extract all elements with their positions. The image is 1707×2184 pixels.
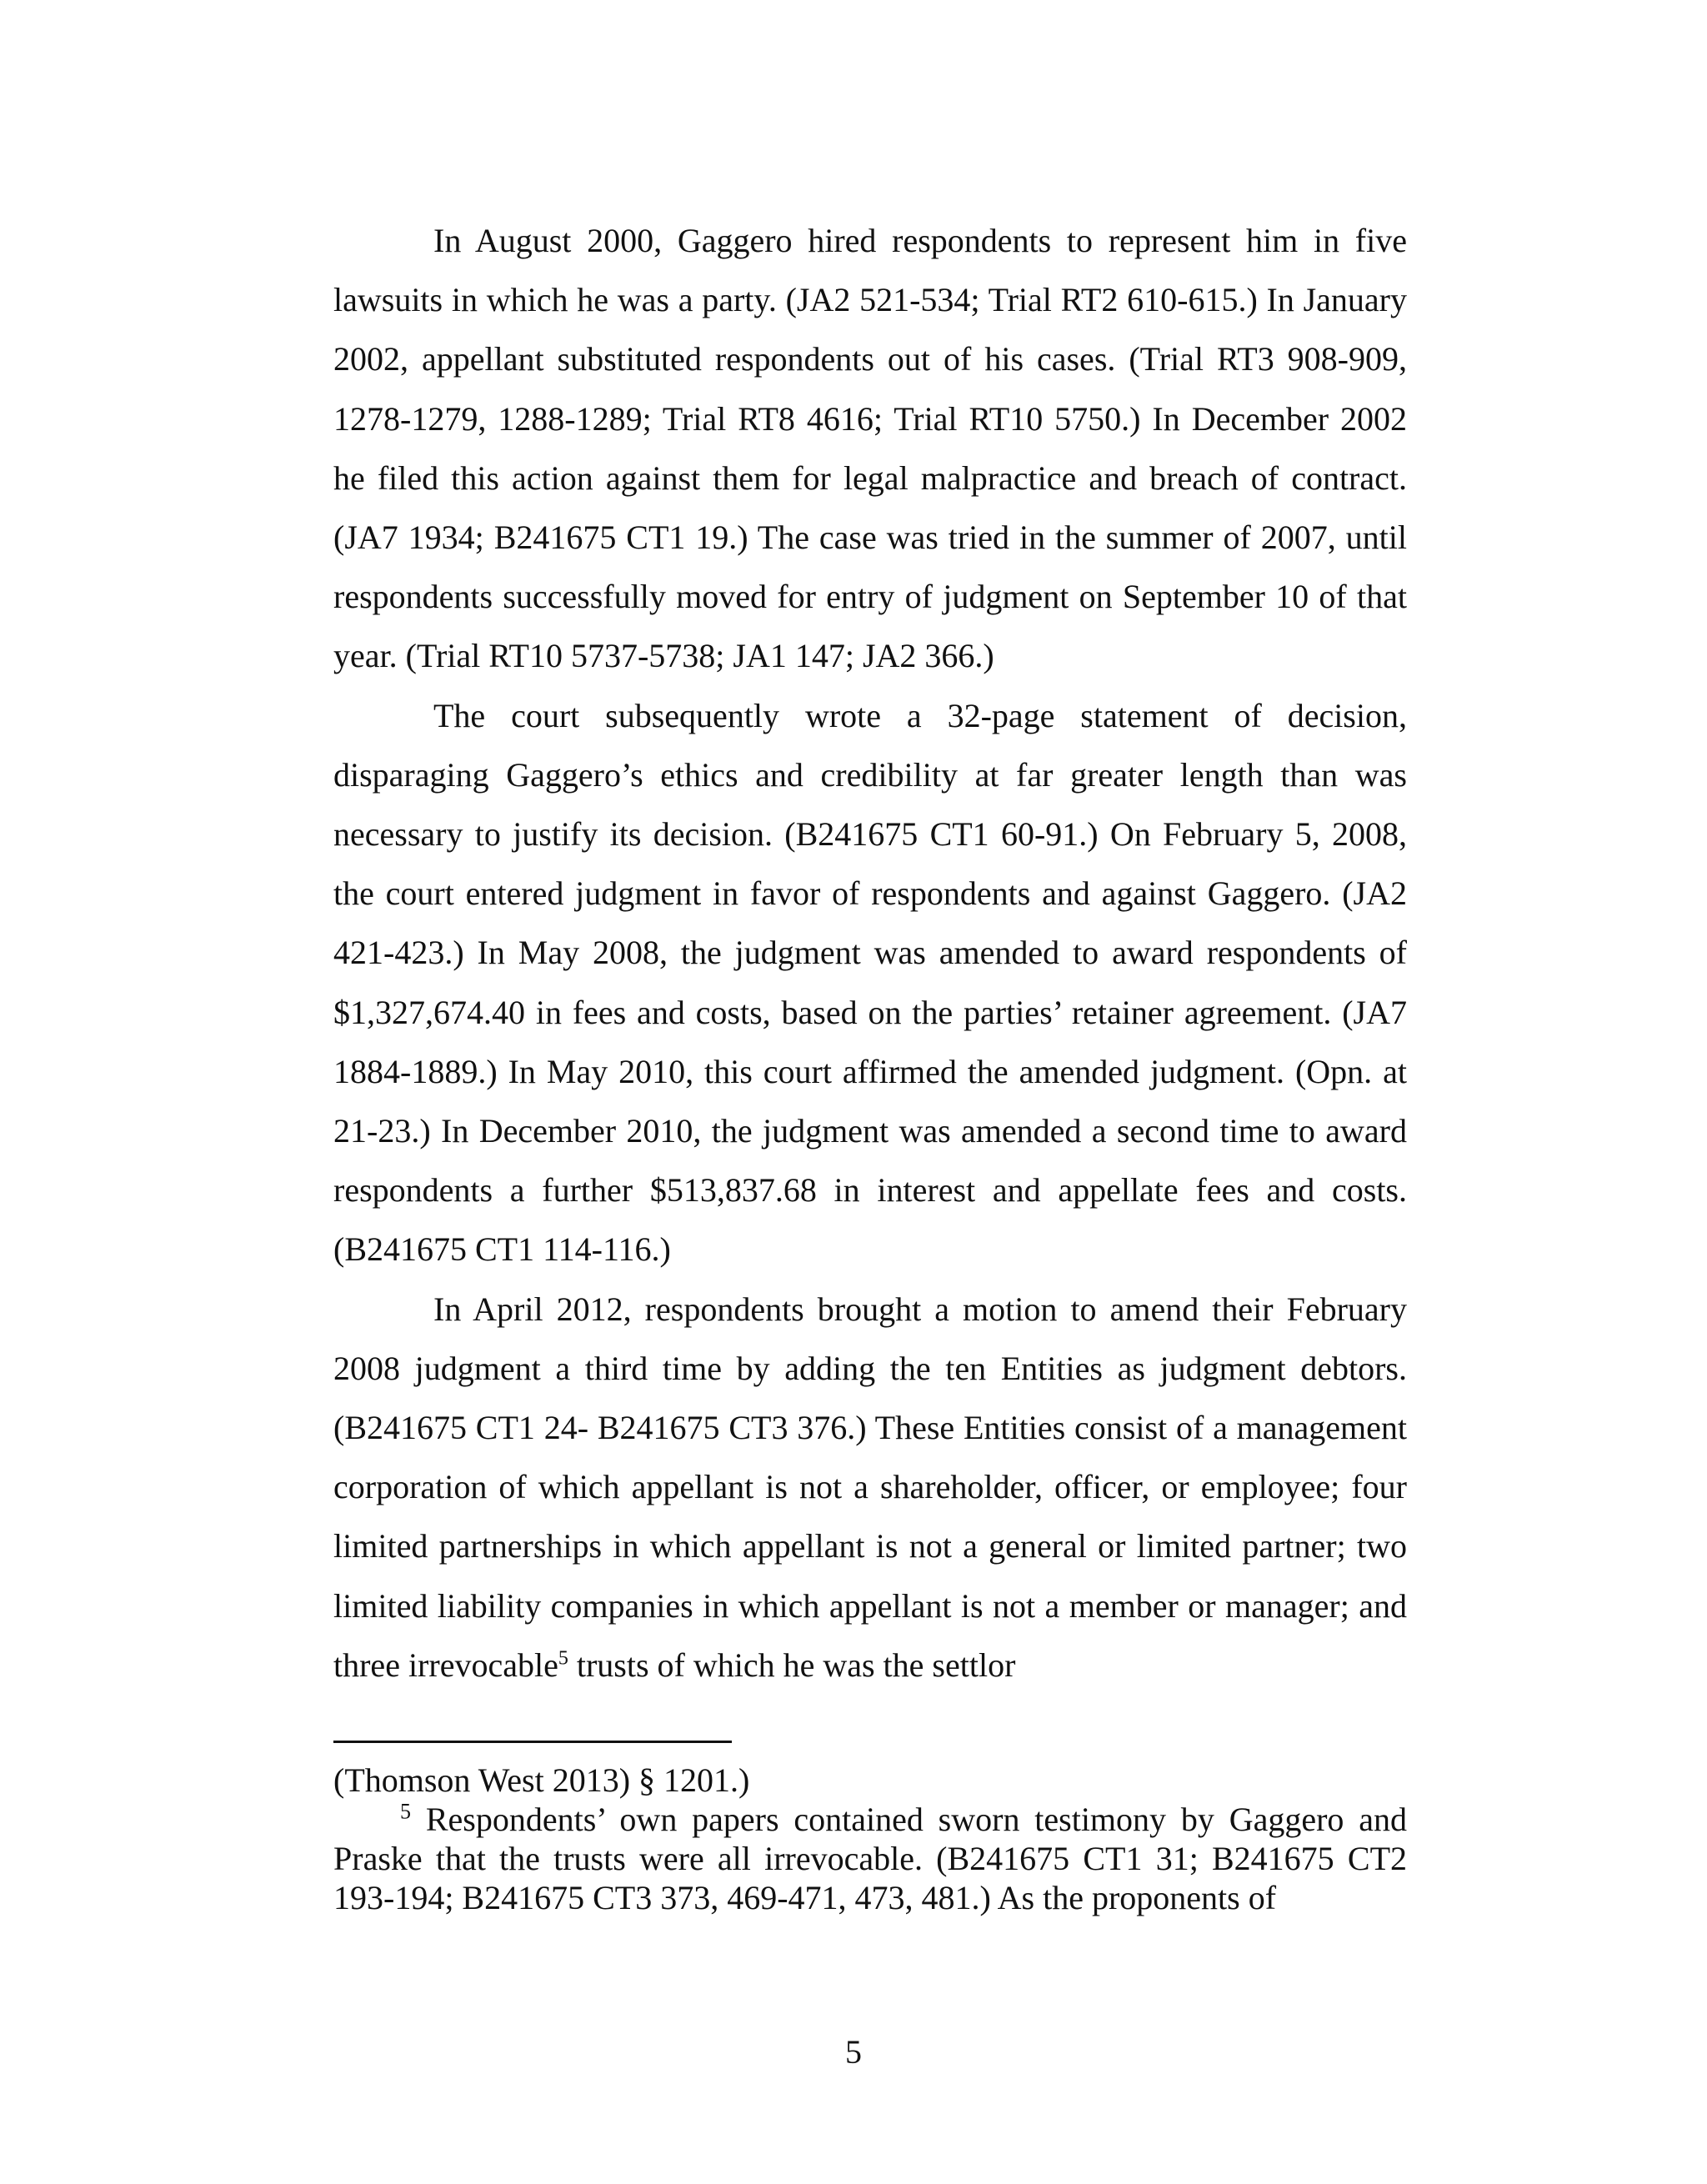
footnote-separator [333, 1741, 732, 1743]
footnotes [333, 1761, 1407, 1917]
footnote-continuation: (Thomson West 2013) § 1201.) [333, 1761, 750, 1799]
footnote-number: 5 [400, 1799, 411, 1824]
body-text [333, 211, 1407, 1695]
paragraph-1: In August 2000, Gaggero hired respondents to represent him in five lawsuits in which he was a party. (JA2 521-534; Trial RT2 610-615.) In January 2002, appellant substituted respondents out of his cases. (Trial RT3 908-909, 1278-1279, 1288-1289; Trial RT8 4616; Trial RT10 5750.) In December 2002 he filed this action against them for legal malpractice and breach of contract. (JA7 1934; B241675 CT1 19.) The case was tried in the summer of 2007, until respondents successfully moved for entry of judgment on September 10 of that year. (Trial RT10 5737-5738; JA1 147; JA2 366.) [333, 222, 1407, 675]
paragraph-3 [333, 1280, 1407, 1695]
page-number: 5 [845, 2033, 862, 2071]
paragraph-2: The court subsequently wrote a 32-page statement of decision, disparaging Gaggero’s ethics and credibility at far greater length than was necessary to justify its decision. (B241675 CT1 60-91.) On February 5, 2008, the court entered judgment in favor of respondents and against Gaggero. (JA2 421-423.) In May 2008, the judgment was amended to award respondents of $1,327,674.40 in fees and costs, based on the parties’ retainer agreement. (JA7 1884-1889.) In May 2010, this court affirmed the amended judgment. (Opn. at 21-23.) In December 2010, the judgment was amended a second time to award respondents a further $513,837.68 in interest and appellate fees and costs. (B241675 CT1 114-116.) [333, 696, 1407, 1269]
footnote-reference-5: 5 [558, 1647, 568, 1670]
paragraph-3-text: In April 2012, respondents brought a motion to amend their February 2008 judgment a third time by adding the ten Entities as judgment debtors. (B241675 CT1 24- B241675 CT3 376.) These Entities consist of a management corporation of which appellant is not a shareholder, officer, or employee; four limited partnerships in which appellant is not a general or limited partner; two limited liability companies in which appellant is not a member or manager; and three irrevocable [333, 1290, 1407, 1684]
paragraph-3-text-end: trusts of which he was the settlor [568, 1646, 1016, 1684]
footnote-text: Respondents’ own papers contained sworn testimony by Gaggero and Praske that the trusts were all irrevocable. (B241675 CT1 31; B241675 CT2 193-194; B241675 CT3 373, 469-471, 473, 481.) As the proponents of [333, 1801, 1407, 1916]
footnote-5 [333, 1800, 1407, 1917]
